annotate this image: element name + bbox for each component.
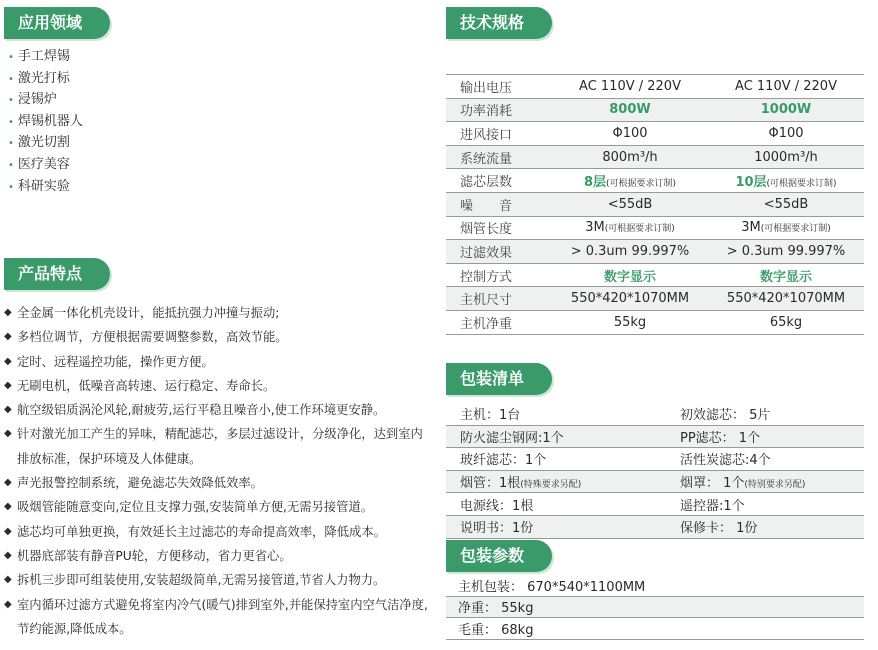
feature-text: 无刷电机，低噪音高转速、运行稳定、寿命长。 [17,378,276,393]
diamond-icon: ◆ [4,549,12,561]
spec-value-model-b: > 0.3um 99.997% [708,240,864,264]
packing-item: PP滤芯： 1个 [674,425,864,448]
applications-list [8,46,83,197]
table-row [446,75,864,99]
diamond-icon: ◆ [4,428,12,440]
table-row [446,263,864,287]
spec-label: 烟管长度 [446,216,552,240]
feature-text: 拆机三步即可组装使用,安装超级简单,无需另接管道,节省人力物力。 [17,573,386,588]
packing-item [446,470,674,493]
section-title-package-params: 包装参数 [446,540,552,572]
table-row [446,192,864,216]
application-label: 焊锡机器人 [17,113,83,129]
list-item [4,398,429,422]
spec-value-model-a: 数字显示 [552,263,708,287]
spec-main-value: 3M [585,220,605,236]
diamond-icon: ◆ [4,598,12,610]
list-item [4,568,429,592]
packing-item: 电源线：1根 [446,493,674,516]
table-row [446,493,864,516]
spec-note: (可根据要求订制) [766,179,837,190]
spec-label: 主机尺寸 [446,287,552,311]
application-label: 浸锡炉 [17,92,57,108]
spec-value-model-b: 65kg [708,310,864,334]
spec-value-model-b: 数字显示 [708,263,864,287]
feature-text: 针对激光加工产生的异味，精配滤芯，多层过滤设计，分级净化，达到室内排放标准，保护环境及人体健康。 [17,427,423,466]
table-row [446,575,864,596]
spec-table [446,74,864,335]
features-list [4,301,429,641]
section-title-specs: 技术规格 [446,7,552,39]
spec-value-model-b: 1000m³/h [708,145,864,169]
application-label: 激光切割 [17,135,70,151]
spec-value-model-a: Φ100 [552,122,708,146]
package-param: 主机包装： 670*540*1100MM [446,575,864,596]
table-row [446,216,864,240]
spec-value-model-b: AC 110V / 220V [708,75,864,99]
list-item [4,422,429,471]
packing-item: 活性炭滤芯:4个 [674,448,864,471]
feature-text: 吸烟管能随意变向,定位且支撑力强,安装简单方便,无需另接管道。 [17,500,374,515]
packing-main: 烟管：1根 [460,476,521,492]
diamond-icon: ◆ [4,574,12,586]
spec-main-value: 8层 [583,175,606,191]
spec-main-value: 3M [741,220,761,236]
spec-label: 输出电压 [446,75,552,99]
bullet-icon: • [8,138,14,150]
section-title-features: 产品特点 [4,258,110,290]
spec-note: (可根据要求订制) [760,224,831,235]
spec-label: 过滤效果 [446,240,552,264]
list-item [4,325,429,349]
feature-text: 航空级铝质涡沦风轮,耐疲劳,运行平稳且噪音小,使工作环境更安静。 [17,403,386,418]
list-item [4,520,429,544]
section-title-applications: 应用领域 [4,7,110,39]
spec-value-model-a: <55dB [552,192,708,216]
spec-main-value: 10层 [735,175,767,191]
feature-text: 滤芯均可单独更换，有效延长主过滤芯的寿命提高效率，降低成本。 [17,524,386,539]
list-item [8,154,83,176]
diamond-icon: ◆ [4,355,12,367]
spec-value-model-a: 800m³/h [552,145,708,169]
spec-note: (可根据要求订制) [604,224,675,235]
spec-value-model-a: 800W [552,98,708,122]
spec-value-model-a: AC 110V / 220V [552,75,708,99]
spec-label: 主机净重 [446,310,552,334]
spec-value-model-a: 55kg [552,310,708,334]
list-item [4,544,429,568]
table-row [446,310,864,334]
section-title-packing: 包装清单 [446,363,552,395]
list-item [4,350,429,374]
bullet-icon: • [8,159,14,171]
list-item [4,374,429,398]
table-row [446,425,864,448]
table-row [446,596,864,618]
list-item [4,471,429,495]
spec-label: 系统流量 [446,145,552,169]
spec-value-model-a [552,216,708,240]
diamond-icon: ◆ [4,477,12,489]
packing-note: (特殊要求另配) [520,480,582,491]
spec-value-model-b: <55dB [708,192,864,216]
table-row [446,515,864,538]
diamond-icon: ◆ [4,379,12,391]
table-row [446,98,864,122]
bullet-icon: • [8,73,14,85]
list-item [8,176,83,198]
spec-value-model-b: Φ100 [708,122,864,146]
diamond-icon: ◆ [4,331,12,343]
diamond-icon: ◆ [4,404,12,416]
feature-text: 声光报警控制系统，避免滤芯失效降低效率。 [17,476,263,491]
feature-text: 定时、远程遥控功能，操作更方便。 [17,354,214,369]
feature-text: 多档位调节，方便根据需要调整参数，高效节能。 [17,330,288,345]
table-row [446,169,864,193]
spec-label: 噪 音 [446,192,552,216]
table-row [446,145,864,169]
spec-value-model-a: 550*420*1070MM [552,287,708,311]
packing-item: 玻纤滤芯：1个 [446,448,674,471]
application-label: 激光打标 [17,70,70,86]
list-item [8,111,83,133]
packing-table [446,403,864,539]
spec-value-model-a: > 0.3um 99.997% [552,240,708,264]
packing-item: 防火滤尘钢网:1个 [446,425,674,448]
diamond-icon: ◆ [4,501,12,513]
spec-value-model-b: 550*420*1070MM [708,287,864,311]
application-label: 医疗美容 [17,156,70,172]
spec-value-model-b [708,169,864,193]
bullet-icon: • [8,181,14,193]
feature-text: 机器底部装有静音PU轮，方便移动，省力更省心。 [17,548,292,563]
packing-main: 烟罩： 1个 [680,476,745,492]
application-label: 手工焊锡 [17,49,70,64]
packing-item [674,470,864,493]
table-row [446,470,864,493]
table-row [446,403,864,425]
diamond-icon: ◆ [4,307,12,318]
packing-item: 保修卡： 1份 [674,515,864,538]
application-label: 科研实验 [17,178,70,194]
package-param: 净重： 55kg [446,596,864,618]
table-row [446,448,864,471]
bullet-icon: • [8,52,14,63]
packing-item: 主机：1台 [446,403,674,425]
packing-item: 说明书：1份 [446,515,674,538]
table-row [446,122,864,146]
spec-label: 进风接口 [446,122,552,146]
list-item [8,132,83,154]
spec-label: 控制方式 [446,263,552,287]
table-row [446,287,864,311]
feature-text: 全金属一体化机壳设计，能抵抗强力冲撞与振动; [17,306,280,320]
packing-note: (特别要求另配) [744,480,806,491]
packing-item: 遥控器:1个 [674,493,864,516]
spec-label: 功率消耗 [446,98,552,122]
list-item [8,46,83,68]
spec-label: 滤芯层数 [446,169,552,193]
list-item [8,89,83,111]
diamond-icon: ◆ [4,525,12,537]
list-item [4,593,429,642]
bullet-icon: • [8,116,14,128]
table-row [446,240,864,264]
list-item [8,68,83,90]
spec-value-model-b: 1000W [708,98,864,122]
bullet-icon: • [8,95,14,107]
list-item [4,495,429,519]
package-param: 毛重： 68kg [446,618,864,640]
spec-value-model-b [708,216,864,240]
spec-note: (可根据要求订制) [606,179,677,190]
table-row [446,618,864,640]
packing-item: 初效滤芯： 5片 [674,403,864,425]
list-item [4,301,429,325]
package-params-table [446,575,864,640]
spec-value-model-a [552,169,708,193]
feature-text: 室内循环过滤方式避免将室内冷气(暖气)排到室外,并能保持室内空气洁净度,节约能源,降低成本。 [17,597,428,636]
